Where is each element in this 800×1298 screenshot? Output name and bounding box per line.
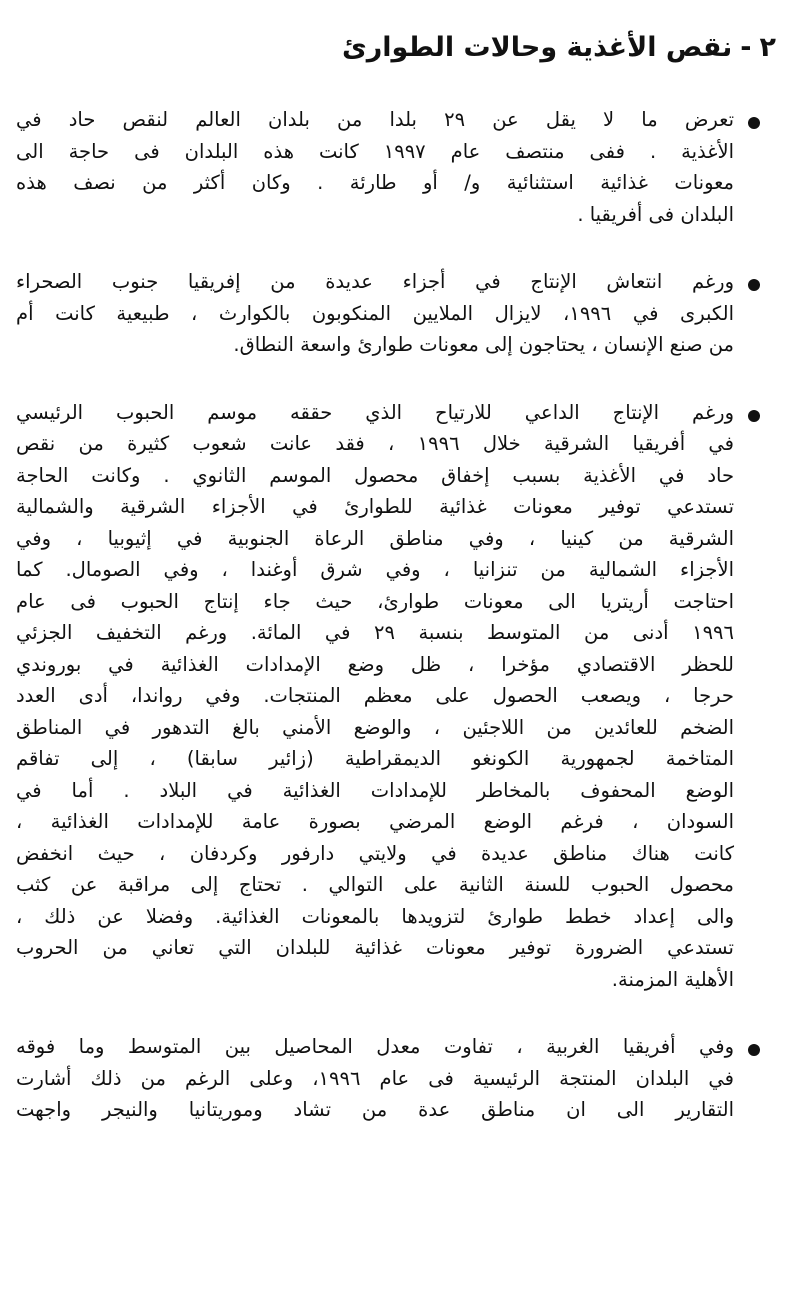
paragraph-text [16,1031,734,1126]
text-line: الكبرى في ١٩٩٦، لايزال الملايين المنكوبون بالكوارث ، طبيعية كانت أم [16,301,735,325]
text-line: ١٩٩٦ أدنى من المتوسط بنسبة ٢٩ في المائة. ورغم التخفيف الجزئي [16,621,734,644]
section-number: ٢ [759,32,776,63]
text-line: الأهلية المزمنة. [611,967,734,991]
bullet-paragraph [16,104,778,230]
text-line: التقارير الى ان مناطق عدة من تشاد وموريتانيا والنيجر واجهت [16,1098,734,1121]
text-line: الأغذية . ففى منتصف عام ١٩٩٧ كانت هذه البلدان فى حاجة الى [16,139,734,163]
bullet-icon [748,410,760,422]
section-dash: - [740,32,752,63]
paragraph-text [16,104,734,230]
bullet-icon [748,117,760,129]
text-line: الضخم للعائدين من اللاجئين ، والوضع الأمني بالغ التدهور في المناطق [16,715,734,739]
text-line: من صنع الإنسان ، يحتاجون إلى معونات طوارئ واسعة النطاق. [233,333,734,356]
section-title: نقص الأغذية وحالات الطوارئ [341,32,733,63]
bullet-paragraph [16,266,778,361]
text-line: تعرض ما لا يقل عن ٢٩ بلدا من بلدان العالم لنقص حاد في [16,108,734,131]
text-line: محصول الحبوب للسنة الثانية على التوالي . تحتاج إلى مراقبة عن كثب [16,873,734,896]
text-line: في أفريقيا الشرقية خلال ١٩٩٦ ، فقد عانت شعوب كثيرة من نقص [16,432,734,455]
bullet-paragraph [16,397,778,996]
section-heading [16,28,778,68]
text-line: تستدعي الضرورة توفير معونات غذائية للبلدان التي تعاني من الحروب [16,936,734,959]
text-line: البلدان فى أفريقيا . [577,202,734,226]
paragraph-text [16,397,734,996]
text-line: السودان ، فرغم الوضع المرضي بصورة عامة للإمدادات الغذائية ، [16,810,734,833]
text-line: الأجزاء الشمالية من تنزانيا ، وفي شرق أوغندا ، وفي الصومال. كما [16,558,734,581]
text-line: وفي أفريقيا الغربية ، تفاوت معدل المحاصيل بين المتوسط وما فوقه [16,1035,734,1058]
text-line: الوضع المحفوف بالمخاطر للإمدادات الغذائية في البلاد . أما في [16,778,734,802]
text-line: في البلدان المنتجة الرئيسية فى عام ١٩٩٦، وعلى الرغم من ذلك أشارت [16,1066,734,1090]
bullet-paragraph [16,1031,778,1126]
text-line: حرجا ، ويصعب الحصول على معظم المنتجات. وفي رواندا، أدى العدد [16,684,734,707]
text-line: حاد في الأغذية بسبب إخفاق محصول الموسم الثانوي . وكانت الحاجة [16,463,734,487]
text-line: والى إعداد خطط طوارئ لتزويدها بالمعونات الغذائية. وفضلا عن ذلك ، [16,904,734,928]
text-line: كانت هناك مناطق عديدة في ولايتي دارفور وكردفان ، حيث انخفض [16,841,734,865]
bullet-icon [748,1044,760,1056]
text-line: معونات غذائية استثنائية و/ أو طارئة . وكان أكثر من نصف هذه [16,171,734,194]
paragraph-text [16,266,734,361]
text-line: ورغم انتعاش الإنتاج في أجزاء عديدة من إفريقيا جنوب الصحراء [16,270,734,293]
bullet-icon [748,279,760,291]
text-line: احتاجت أريتريا الى معونات طوارئ، حيث جاء إنتاج الحبوب فى عام [16,589,734,613]
text-line: للحظر الاقتصادي مؤخرا ، ظل وضع الإمدادات الغذائية في بوروندي [16,652,734,676]
text-line: تستدعي توفير معونات غذائية للطوارئ في الأجزاء الشرقية والشمالية [16,495,734,518]
text-line: ورغم الإنتاج الداعي للارتياح الذي حققه موسم الحبوب الرئيسي [16,400,734,424]
text-line: المتاخمة لجمهورية الكونغو الديمقراطية (زائير سابقا) ، إلى تفاقم [16,747,734,770]
text-line: الشرقية من كينيا ، وفي مناطق الرعاة الجنوبية في إثيوبيا ، وفي [16,526,734,550]
